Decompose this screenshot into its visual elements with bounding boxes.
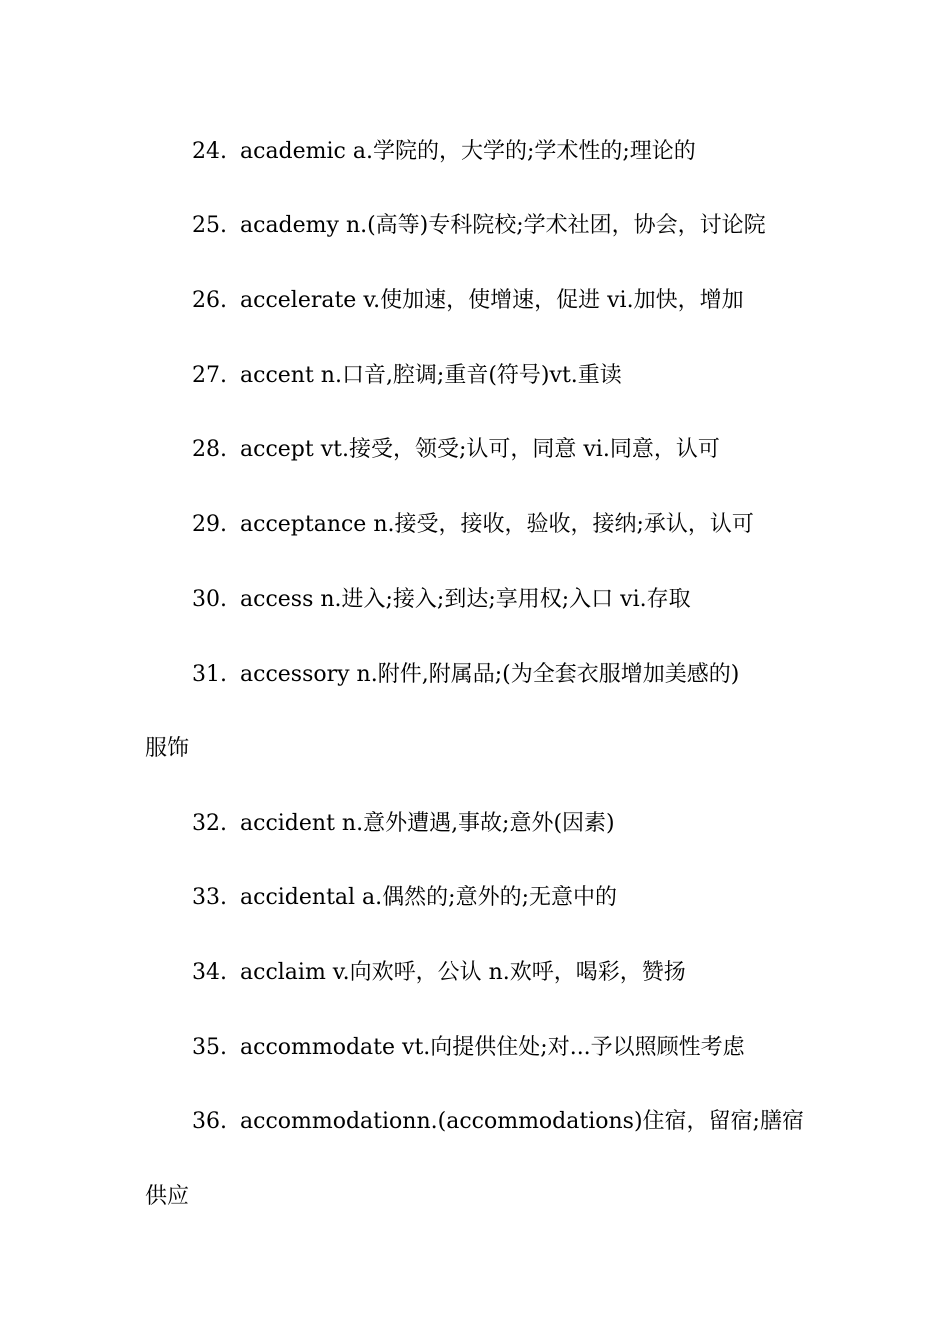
entry-36-continuation: 供应 [145,1184,190,1209]
entry-31-continuation: 服饰 [145,736,190,761]
entry-30 [192,585,691,615]
entry-text: accident n.意外遭遇,事故;意外(因素) [240,811,615,836]
entry-number: 30. [192,587,227,612]
entry-28 [192,435,720,465]
entry-text: acceptance n.接受，接收，验收，接纳;承认，认可 [240,512,754,537]
entry-number: 36. [192,1109,227,1134]
entry-32 [192,809,615,839]
entry-26 [192,286,744,316]
entry-number: 31. [192,662,227,687]
entry-number: 32. [192,811,227,836]
entry-31 [192,660,739,690]
entry-35 [192,1033,745,1063]
entry-27 [192,361,622,391]
entry-text: academic a.学院的，大学的;学术性的;理论的 [240,139,696,164]
entry-text: accept vt.接受，领受;认可，同意 vi.同意，认可 [240,437,720,462]
entry-24 [192,137,696,167]
entry-text: accommodate vt.向提供住处;对...予以照顾性考虑 [240,1035,745,1060]
entry-34 [192,958,686,988]
entry-number: 25. [192,213,227,238]
entry-number: 28. [192,437,227,462]
entry-text: acclaim v.向欢呼，公认 n.欢呼，喝彩，赞扬 [240,960,686,985]
entry-number: 26. [192,288,227,313]
entry-number: 34. [192,960,227,985]
entry-number: 24. [192,139,227,164]
entry-text: accommodationn.(accommodations)住宿，留宿;膳宿 [240,1109,804,1134]
entry-25 [192,211,766,241]
entry-text: accent n.口音,腔调;重音(符号)vt.重读 [240,363,622,388]
entry-36 [192,1107,804,1137]
entry-33 [192,883,617,913]
entry-number: 29. [192,512,227,537]
entry-number: 35. [192,1035,227,1060]
entry-29 [192,510,754,540]
entry-number: 27. [192,363,227,388]
entry-number: 33. [192,885,227,910]
entry-text: academy n.(高等)专科院校;学术社团，协会，讨论院 [240,213,766,238]
entry-text: accidental a.偶然的;意外的;无意中的 [240,885,617,910]
entry-text: access n.进入;接入;到达;享用权;入口 vi.存取 [240,587,691,612]
entry-text: accelerate v.使加速，使增速，促进 vi.加快，增加 [240,288,744,313]
entry-text: accessory n.附件,附属品;(为全套衣服增加美感的) [240,662,740,687]
